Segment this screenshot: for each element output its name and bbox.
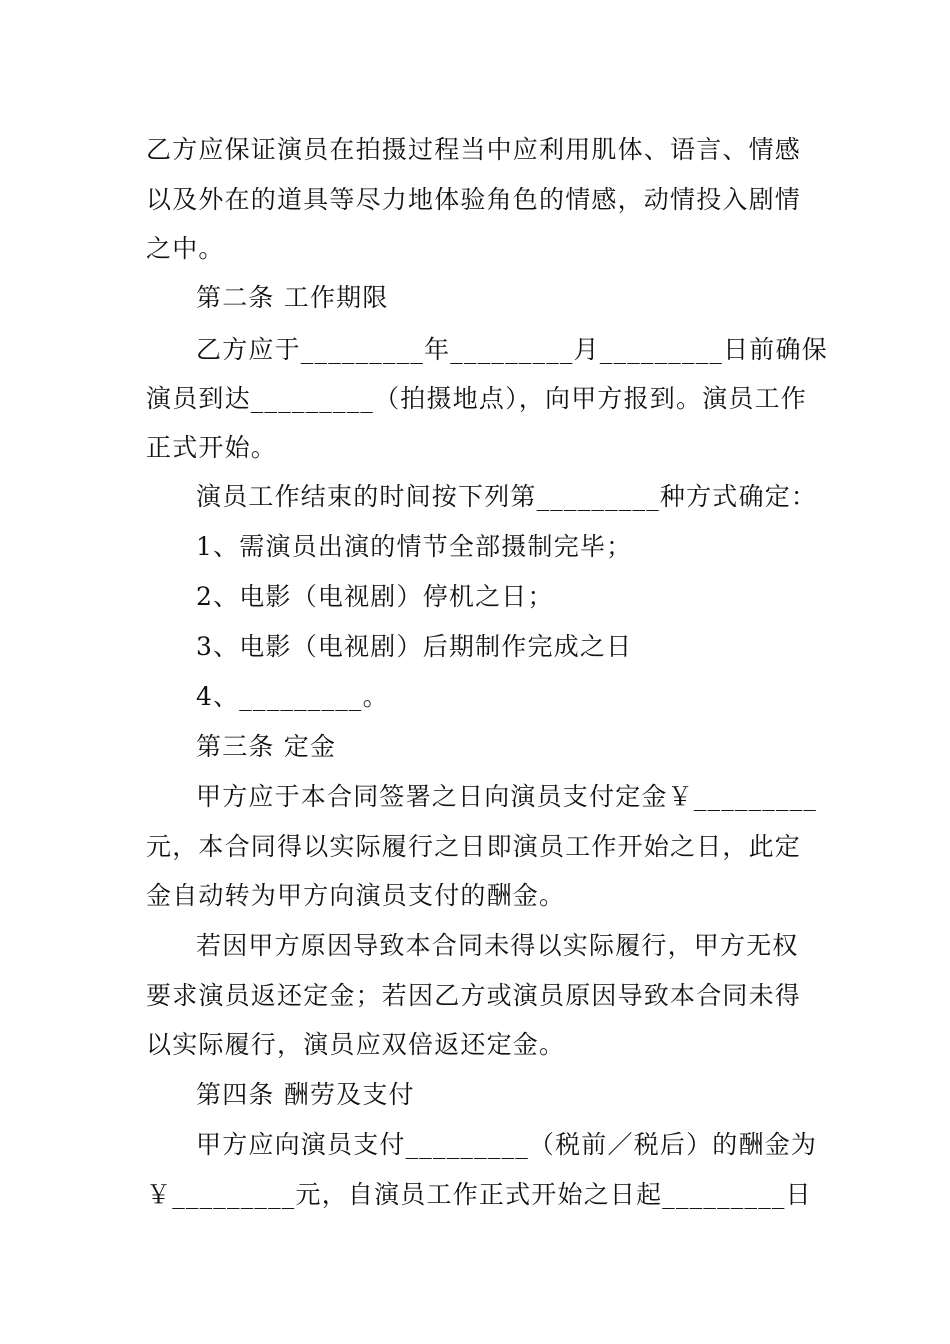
paragraph-line: 乙方应于_________年_________月_________日前确保 xyxy=(196,335,828,364)
paragraph-line: 若因甲方原因导致本合同未得以实际履行，甲方无权 xyxy=(196,931,799,960)
paragraph-line: ￥_________元，自演员工作正式开始之日起_________日 xyxy=(146,1180,812,1209)
list-item: 2、电影（电视剧）停机之日； xyxy=(196,582,554,611)
paragraph-line: 演员工作结束的时间按下列第_________种方式确定： xyxy=(196,482,818,511)
list-item: 1、需演员出演的情节全部摄制完毕； xyxy=(196,532,633,561)
list-item: 3、电影（电视剧）后期制作完成之日 xyxy=(196,632,633,661)
paragraph-line: 以实际履行，演员应双倍返还定金。 xyxy=(146,1030,566,1059)
paragraph-line: 甲方应于本合同签署之日向演员支付定金￥_________ xyxy=(196,782,818,811)
paragraph-line: 以及外在的道具等尽力地体验角色的情感，动情投入剧情 xyxy=(146,185,802,214)
paragraph-line: 要求演员返还定金；若因乙方或演员原因导致本合同未得 xyxy=(146,981,802,1010)
section-heading: 第三条 定金 xyxy=(196,732,337,761)
paragraph-line: 乙方应保证演员在拍摄过程当中应利用肌体、语言、情感 xyxy=(146,135,802,164)
paragraph-line: 正式开始。 xyxy=(146,433,278,462)
paragraph-line: 甲方应向演员支付_________（税前／税后）的酬金为 xyxy=(196,1130,818,1159)
list-item: 4、_________。 xyxy=(196,682,389,711)
paragraph-line: 演员到达_________（拍摄地点），向甲方报到。演员工作 xyxy=(146,384,808,413)
paragraph-line: 金自动转为甲方向演员支付的酬金。 xyxy=(146,881,566,910)
section-heading: 第二条 工作期限 xyxy=(196,283,389,312)
section-heading: 第四条 酬劳及支付 xyxy=(196,1080,415,1109)
paragraph-line: 元，本合同得以实际履行之日即演员工作开始之日，此定 xyxy=(146,832,802,861)
paragraph-line: 之中。 xyxy=(146,234,225,263)
